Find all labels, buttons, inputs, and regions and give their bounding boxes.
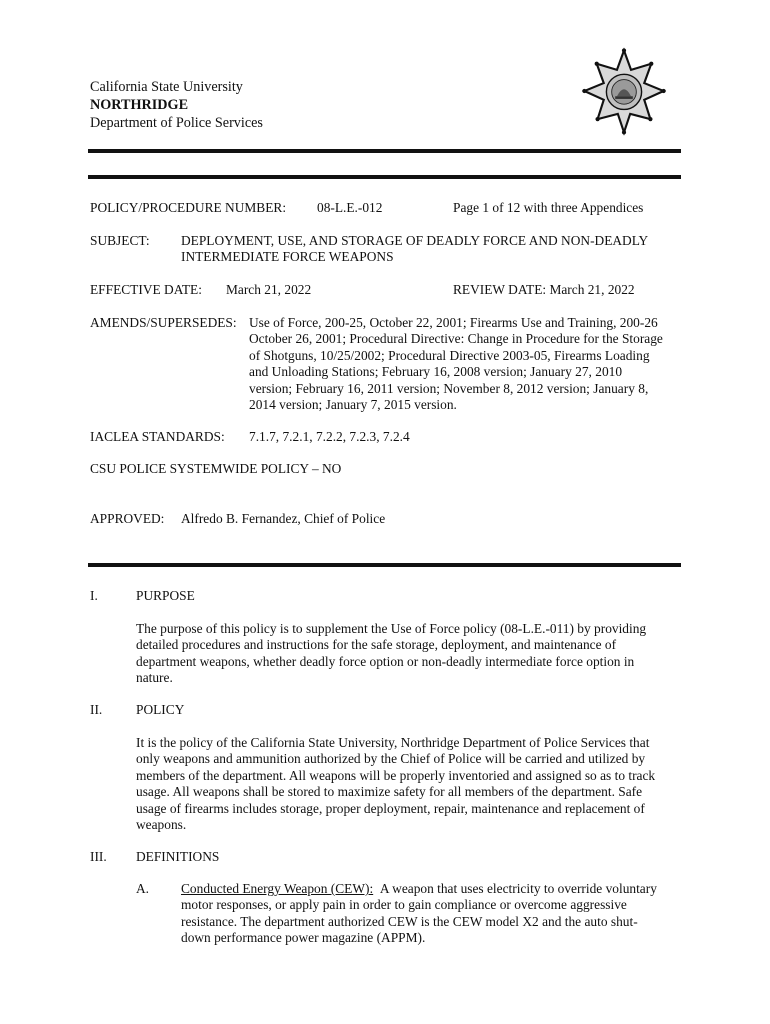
subject-line-2: INTERMEDIATE FORCE WEAPONS — [181, 249, 394, 264]
systemwide-policy: CSU POLICE SYSTEMWIDE POLICY – NO — [90, 461, 342, 476]
definition-cew — [181, 881, 681, 947]
campus-name: NORTHRIDGE — [90, 97, 189, 113]
amends-line: of Shotguns, 10/25/2002; Procedural Directive 2003-05, Firearms Loading — [249, 347, 650, 363]
definition-first-text: A weapon that uses electricity to override voluntary — [379, 881, 657, 896]
amends-line: 2014 version; January 7, 2015 version. — [249, 397, 457, 413]
policy-paragraph — [136, 735, 681, 833]
approved-label: APPROVED: — [90, 511, 165, 526]
amends-line: version; February 16, 2011 version; November 8, 2012 version; January 8, — [249, 380, 649, 396]
section-title-policy: POLICY — [136, 702, 185, 717]
definition-line: resistance. The department authorized CEW is the CEW model X2 and the auto shut- — [181, 913, 638, 929]
review-date: REVIEW DATE: March 21, 2022 — [453, 282, 635, 297]
amends-list — [249, 315, 679, 413]
definition-term: Conducted Energy Weapon (CEW): — [181, 881, 374, 896]
paragraph-line: The purpose of this policy is to supplement the Use of Force policy (08-L.E.-011) by providing — [136, 621, 647, 636]
iaclea-label: IACLEA STANDARDS: — [90, 429, 225, 444]
university-name: California State University — [90, 79, 243, 95]
section-rule — [88, 563, 681, 567]
section-numeral-policy: II. — [90, 702, 103, 717]
page-info: Page 1 of 12 with three Appendices — [453, 200, 644, 215]
section-numeral-definitions: III. — [90, 849, 107, 864]
purpose-paragraph — [136, 621, 681, 687]
paragraph-line: department weapons, whether deadly force option or non-deadly intermediate force option in — [136, 653, 635, 669]
policy-number-label: POLICY/PROCEDURE NUMBER: — [90, 200, 287, 215]
amends-label: AMENDS/SUPERSEDES: — [90, 315, 237, 330]
iaclea-value: 7.1.7, 7.2.1, 7.2.2, 7.2.3, 7.2.4 — [249, 429, 410, 444]
section-numeral-purpose: I. — [90, 588, 98, 603]
definition-first-line — [181, 881, 681, 897]
amends-line: October 26, 2001; Procedural Directive: Change in Procedure for the Storage — [249, 331, 663, 347]
definition-letter: A. — [136, 881, 150, 896]
paragraph-line: It is the policy of the California State University, Northridge Department of Police Services that — [136, 735, 650, 750]
amends-line: Use of Force, 200-25, October 22, 2001; Firearms Use and Training, 200-26 — [249, 315, 658, 330]
approved-value: Alfredo B. Fernandez, Chief of Police — [181, 511, 386, 526]
effective-date-label: EFFECTIVE DATE: — [90, 282, 202, 297]
paragraph-line: members of the department. All weapons will be properly inventoried and assigned so as to track — [136, 767, 656, 783]
paragraph-line: usage. All weapons shall be stored to maximize safety for all members of the department. Safe — [136, 784, 643, 800]
section-title-definitions: DEFINITIONS — [136, 849, 220, 864]
police-star-badge-icon — [580, 44, 668, 138]
section-title-purpose: PURPOSE — [136, 588, 195, 603]
amends-line: and Unloading Stations; February 16, 2008 version; January 27, 2010 — [249, 364, 623, 380]
subject-line-1: DEPLOYMENT, USE, AND STORAGE OF DEADLY FORCE AND NON-DEADLY — [181, 233, 649, 248]
paragraph-line: nature. — [136, 670, 173, 686]
paragraph-line: detailed procedures and instructions for the safe storage, deployment, and maintenance of — [136, 637, 617, 653]
letterhead — [90, 78, 263, 132]
header-rule-top — [88, 149, 681, 153]
policy-number-value: 08-L.E.-012 — [317, 200, 383, 215]
paragraph-line: weapons. — [136, 817, 187, 833]
subject-label: SUBJECT: — [90, 233, 150, 248]
definition-line: down performance power magazine (APPM). — [181, 930, 426, 946]
paragraph-line: only weapons and ammunition authorized by the Chief of Police will be carried and utilized by — [136, 751, 646, 767]
department-name: Department of Police Services — [90, 115, 263, 131]
paragraph-line: usage of firearms includes storage, proper deployment, repair, maintenance and replacement of — [136, 800, 645, 816]
definition-line: motor responses, or apply pain in order to gain compliance or overcome aggressive — [181, 897, 627, 913]
header-rule-bottom — [88, 175, 681, 179]
effective-date-value: March 21, 2022 — [226, 282, 312, 297]
